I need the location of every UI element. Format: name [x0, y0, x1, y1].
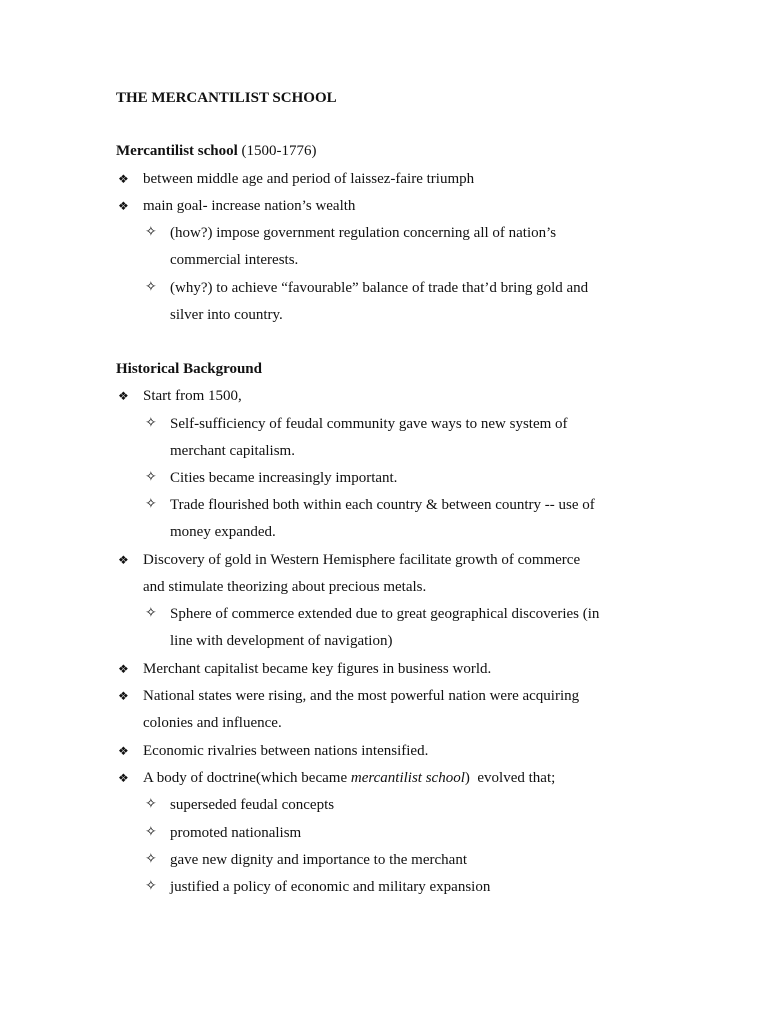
- list-item-continuation: colonies and influence.: [143, 715, 282, 731]
- star-bullet-icon: ✧: [145, 497, 157, 512]
- diamond-bullet-icon: ❖: [118, 662, 129, 676]
- list-item-text: A body of doctrine(which became: [143, 770, 351, 786]
- diamond-bullet-icon: ❖: [118, 689, 129, 703]
- star-bullet-icon: ✧: [145, 280, 157, 295]
- document-title: THE MERCANTILIST SCHOOL: [116, 90, 337, 106]
- star-bullet-icon: ✧: [145, 470, 157, 485]
- star-bullet-icon: ✧: [145, 825, 157, 840]
- diamond-bullet-icon: ❖: [118, 199, 129, 213]
- list-item-continuation: and stimulate theorizing about precious metals.: [143, 579, 427, 595]
- sub-list-item: Self-sufficiency of feudal community gave ways to new system of: [170, 416, 568, 432]
- diamond-bullet-icon: ❖: [118, 553, 129, 567]
- italic-term: mercantilist school: [350, 770, 465, 786]
- section-heading-mercantilist-school: [116, 141, 317, 161]
- section-heading-dates: (1500-1776): [237, 143, 317, 159]
- sub-list-item: Trade flourished both within each country & between country -- use of: [170, 497, 595, 513]
- list-item: main goal- increase nation’s wealth: [143, 198, 356, 214]
- sub-list-item: Sphere of commerce extended due to great geographical discoveries (in: [170, 606, 600, 622]
- list-item: [143, 768, 555, 788]
- sub-list-item-continuation: commercial interests.: [170, 252, 299, 268]
- sub-list-item: superseded feudal concepts: [170, 797, 335, 813]
- section-heading-bold: Mercantilist school: [116, 143, 238, 159]
- star-bullet-icon: ✧: [145, 416, 157, 431]
- list-item: Discovery of gold in Western Hemisphere facilitate growth of commerce: [143, 552, 581, 568]
- sub-list-item: promoted nationalism: [170, 825, 302, 841]
- section-heading-historical-background: Historical Background: [116, 361, 262, 377]
- star-bullet-icon: ✧: [145, 797, 157, 812]
- star-bullet-icon: ✧: [145, 852, 157, 867]
- diamond-bullet-icon: ❖: [118, 389, 129, 403]
- list-item: between middle age and period of laissez-faire triumph: [143, 171, 475, 187]
- sub-list-item: Cities became increasingly important.: [170, 470, 398, 486]
- star-bullet-icon: ✧: [145, 225, 157, 240]
- diamond-bullet-icon: ❖: [118, 172, 129, 186]
- list-item: Economic rivalries between nations intensified.: [143, 743, 429, 759]
- star-bullet-icon: ✧: [145, 879, 157, 894]
- sub-list-item: justified a policy of economic and military expansion: [170, 879, 491, 895]
- list-item: National states were rising, and the most powerful nation were acquiring: [143, 688, 580, 704]
- sub-list-item-continuation: line with development of navigation): [170, 633, 393, 649]
- sub-list-item: (why?) to achieve “favourable” balance of trade that’d bring gold and: [170, 280, 589, 296]
- sub-list-item-continuation: money expanded.: [170, 524, 276, 540]
- diamond-bullet-icon: ❖: [118, 744, 129, 758]
- list-item-text: ) evolved that;: [464, 770, 556, 786]
- diamond-bullet-icon: ❖: [118, 771, 129, 785]
- sub-list-item-continuation: silver into country.: [170, 307, 283, 323]
- star-bullet-icon: ✧: [145, 606, 157, 621]
- list-item: Merchant capitalist became key figures in business world.: [143, 661, 492, 677]
- list-item: Start from 1500,: [143, 388, 242, 404]
- sub-list-item: (how?) impose government regulation concerning all of nation’s: [170, 225, 557, 241]
- sub-list-item-continuation: merchant capitalism.: [170, 443, 295, 459]
- sub-list-item: gave new dignity and importance to the merchant: [170, 852, 467, 868]
